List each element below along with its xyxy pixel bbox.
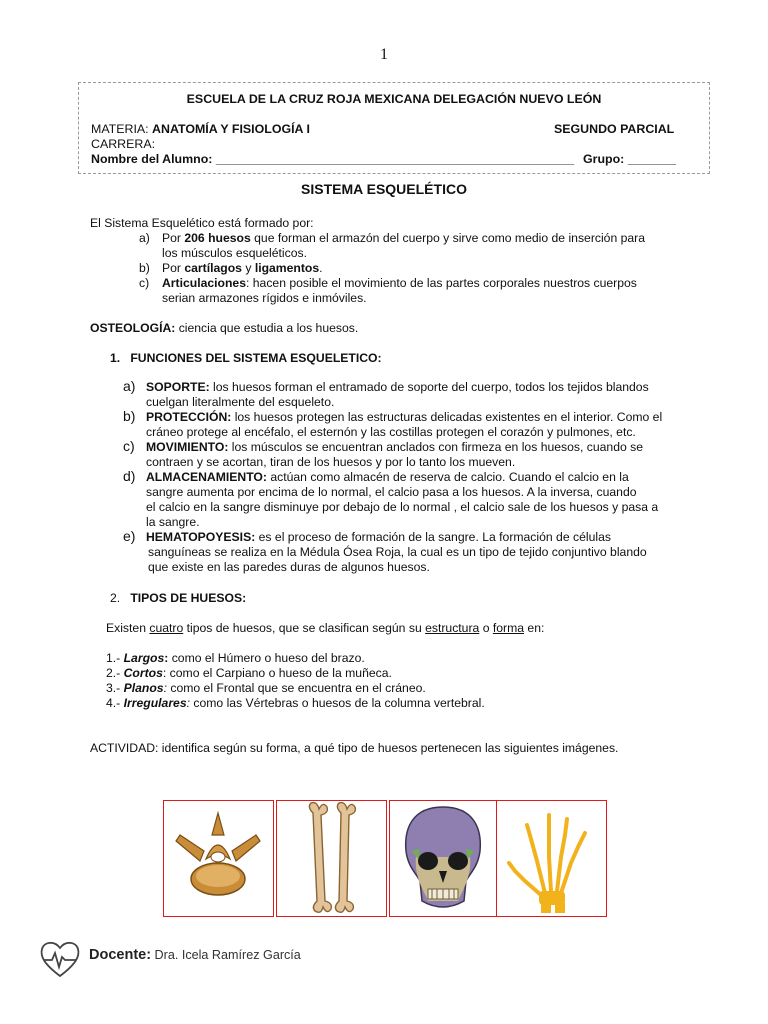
header-box — [78, 82, 710, 174]
school-name: ESCUELA DE LA CRUZ ROJA MEXICANA DELEGACIÓN NUEVO LEÓN — [186, 92, 602, 106]
function-letter-b: b) — [123, 408, 136, 424]
function-soporte-cont: cuelgan literalmente del esqueleto. — [146, 395, 335, 409]
type-irregulares: 4.- Irregulares: como las Vértebras o huesos de la columna vertebral. — [106, 696, 485, 710]
materia-value: ANATOMÍA Y FISIOLOGÍA I — [152, 122, 310, 136]
hand-bones-image — [496, 800, 607, 917]
page-number: 1 — [380, 46, 388, 63]
skull-icon — [390, 801, 496, 915]
function-soporte: SOPORTE: los huesos forman el entramado de soporte del cuerpo, todos los tejidos blandos — [146, 380, 649, 394]
function-proteccion: PROTECCIÓN: los huesos protegen las estructuras delicadas existentes en el interior. Como el — [146, 410, 663, 424]
skull-image — [389, 800, 497, 917]
function-letter-e: e) — [123, 528, 136, 544]
composition-item-c: Articulaciones: hacen posible el movimiento de las partes corporales nuestros cuerpos — [162, 276, 637, 290]
composition-item-b: Por cartílagos y ligamentos. — [162, 261, 323, 275]
nombre-line: Nombre del Alumno: ____________________________________________________ — [91, 152, 575, 166]
composition-item-c-cont: serian armazones rígidos e inmóviles. — [162, 291, 367, 305]
composition-letter-b: b) — [139, 261, 150, 275]
function-almacenamiento-cont-1: sangre aumenta por encima de lo normal, el calcio pasa a los huesos. A la inversa, cuando — [146, 485, 637, 499]
composition-letter-a: a) — [139, 231, 150, 245]
docente-name: Dra. Icela Ramírez García — [151, 948, 301, 962]
type-cortos: 2.- Cortos: como el Carpiano o hueso de la muñeca. — [106, 666, 392, 680]
function-movimiento-cont: contraen y se acortan, tiran de los huesos y por lo tanto los mueven. — [146, 455, 516, 469]
docente-label: Docente: — [89, 947, 152, 963]
section-1-heading: 1. FUNCIONES DEL SISTEMA ESQUELETICO: — [110, 351, 382, 365]
vertebra-image — [163, 800, 274, 917]
function-hematopoyesis-cont-2: que existe en las paredes duras de algunos huesos. — [148, 560, 430, 574]
function-almacenamiento-cont-3: la sangre. — [146, 515, 200, 529]
materia-line: MATERIA: ANATOMÍA Y FISIOLOGÍA I — [91, 122, 310, 136]
function-almacenamiento: ALMACENAMIENTO: actúan como almacén de reserva de calcio. Cuando el calcio en la — [146, 470, 629, 484]
function-letter-a: a) — [123, 378, 136, 394]
docente-line — [89, 947, 301, 963]
function-movimiento: MOVIMIENTO: los músculos se encuentran anclados con firmeza en los huesos, cuando se — [146, 440, 644, 454]
section-2-heading: 2. TIPOS DE HUESOS: — [110, 591, 247, 605]
osteologia-definition: OSTEOLOGÍA: ciencia que estudia a los huesos. — [90, 321, 359, 335]
grupo-line: Grupo: _______ — [583, 152, 676, 166]
long-bone-image — [276, 800, 387, 917]
document-title: SISTEMA ESQUELÉTICO — [301, 181, 467, 197]
parcial-label: SEGUNDO PARCIAL — [554, 122, 675, 136]
hand-bones-icon — [497, 801, 605, 915]
function-hematopoyesis-cont-1: sanguíneas se realiza en la Médula Ósea Roja, la cual es un tipo de tejido conjuntivo blando — [148, 545, 647, 559]
function-hematopoyesis: HEMATOPOYESIS: es el proceso de formación de la sangre. La formación de células — [146, 530, 611, 544]
footer — [38, 936, 378, 986]
long-bone-icon — [277, 801, 385, 915]
composition-item-a-cont: los músculos esqueléticos. — [162, 246, 307, 260]
type-largos: 1.- Largos: como el Húmero o hueso del brazo. — [106, 651, 365, 665]
carrera-label: CARRERA: — [91, 137, 156, 151]
actividad-instruction: ACTIVIDAD: identifica según su forma, a qué tipo de huesos pertenecen las siguientes imágenes. — [90, 741, 619, 755]
type-planos: 3.- Planos: como el Frontal que se encuentra en el cráneo. — [106, 681, 426, 695]
heart-pulse-icon — [38, 938, 82, 980]
function-letter-c: c) — [123, 438, 135, 454]
function-proteccion-cont: cráneo protege al encéfalo, el esternón y las costillas protegen el corazón y pulmones, etc. — [146, 425, 636, 439]
function-letter-d: d) — [123, 468, 136, 484]
composition-letter-c: c) — [139, 276, 150, 290]
function-almacenamiento-cont-2: el calcio en la sangre disminuye por debajo de lo normal , el calcio sale de los huesos y pasa a — [146, 500, 659, 514]
types-intro: Existen cuatro tipos de huesos, que se clasifican según su estructura o forma en: — [106, 621, 545, 635]
vertebra-icon — [164, 801, 272, 915]
composition-item-a: Por 206 huesos que forman el armazón del cuerpo y sirve como medio de inserción para — [162, 231, 646, 245]
intro-text: El Sistema Esquelético está formado por: — [90, 216, 314, 230]
